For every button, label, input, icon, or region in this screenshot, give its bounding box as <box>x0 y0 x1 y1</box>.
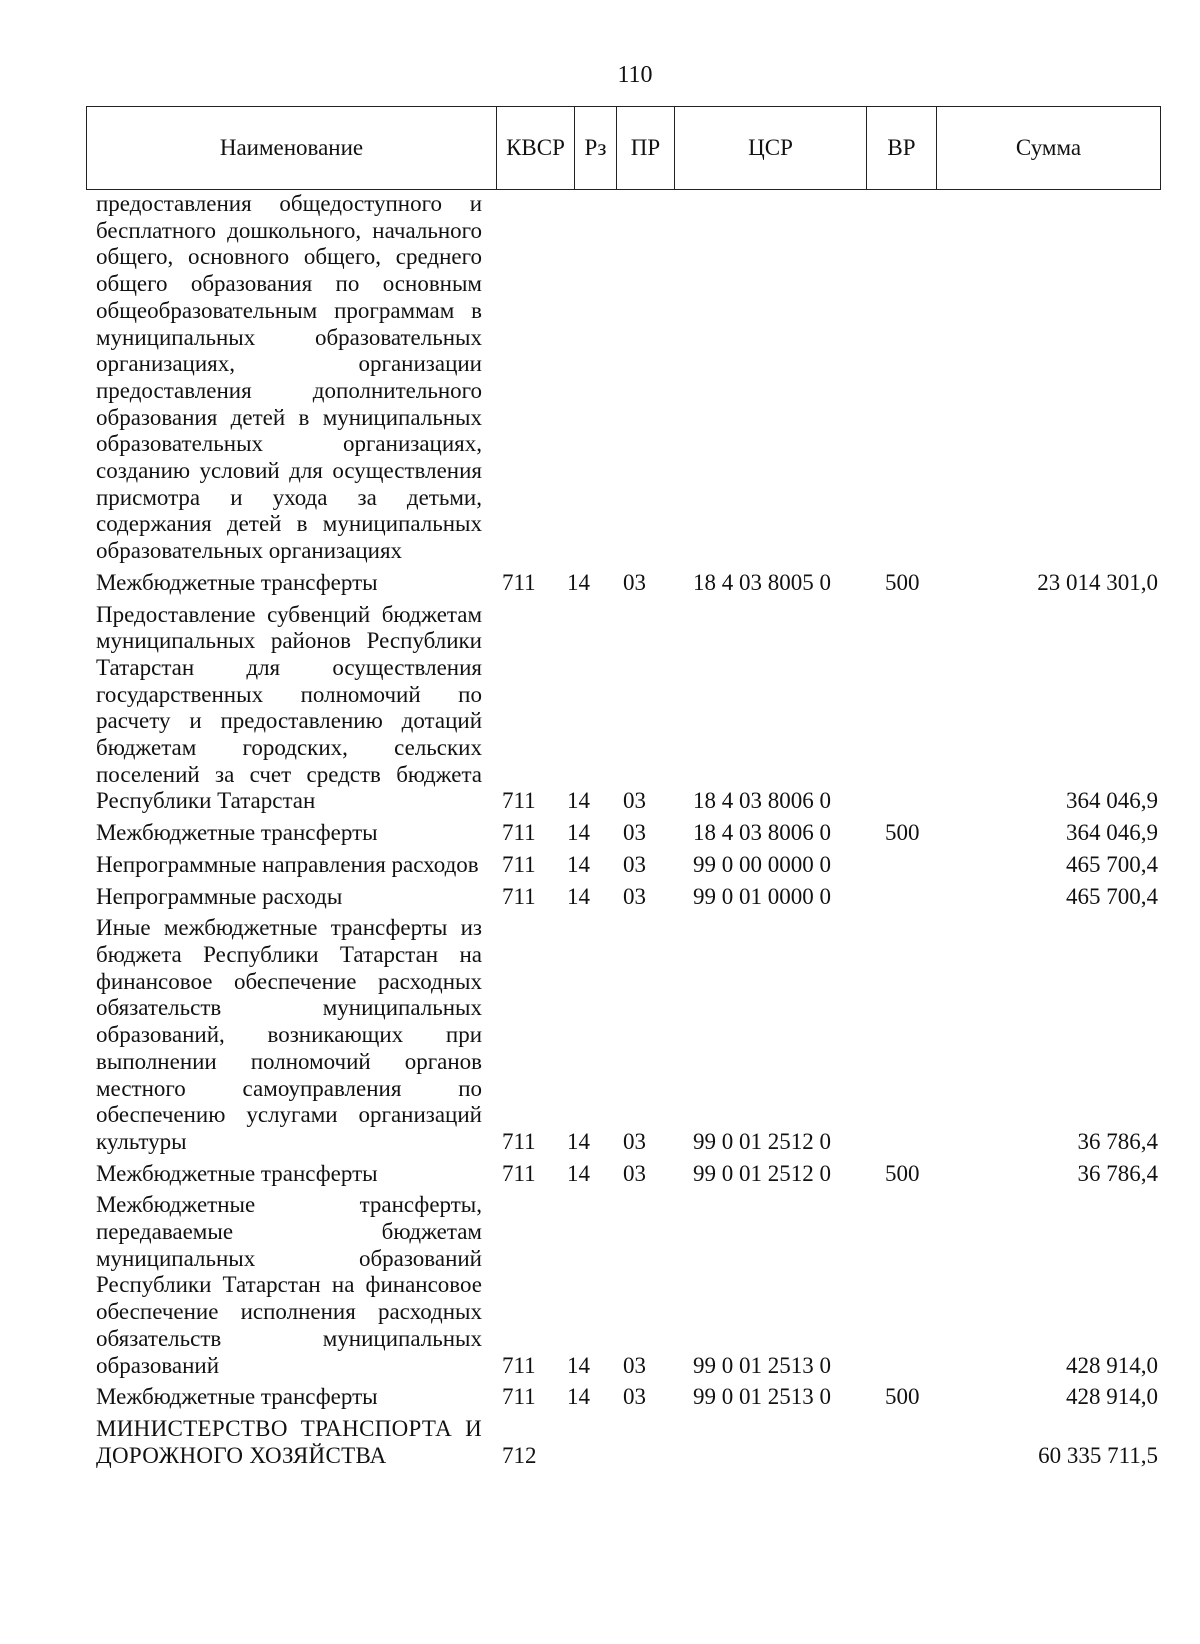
row-name: Иные межбюджетные трансферты из бюджета Республики Татарстан на финансовое обеспечение расходных обязательств муниципальных образований, возникающих при выполнении полномочий органов местного самоуправления по обеспечению услугами организаций культуры <box>96 915 482 1154</box>
row-pr: 03 <box>623 883 646 909</box>
row-pr: 03 <box>623 1384 646 1410</box>
row-name: Межбюджетные трансферты, передаваемые бюджетам муниципальных образований Республики Татарстан на финансовое обеспечение исполнения расходных обязательств муниципальных образований <box>96 1192 482 1378</box>
row-sum: 428 914,0 <box>1066 1384 1158 1410</box>
header-pr: ПР <box>617 107 675 190</box>
table-header <box>86 106 1161 190</box>
header-name: Наименование <box>87 107 497 190</box>
row-kvsr: 711 <box>502 569 536 595</box>
table-row <box>96 915 1160 1155</box>
row-sum: 428 914,0 <box>1066 1352 1158 1378</box>
row-csr: 99 0 01 2512 0 <box>693 1128 831 1154</box>
table-row <box>96 1416 1160 1469</box>
row-pr: 03 <box>623 1128 646 1154</box>
row-csr: 99 0 01 2513 0 <box>693 1384 831 1410</box>
table-row <box>96 1384 1160 1411</box>
row-rz: 14 <box>567 788 590 814</box>
row-name: Предоставление субвенций бюджетам муниципальных районов Республики Татарстан для осуществления государственных полномочий по расчету и предоставлению дотаций бюджетам городских, сельских поселений за счет средств бюджета Республики Татарстан <box>96 601 482 814</box>
row-rz: 14 <box>567 851 590 877</box>
row-sum: 36 786,4 <box>1077 1128 1158 1154</box>
row-csr: 18 4 03 8006 0 <box>693 820 831 846</box>
row-rz: 14 <box>567 1128 590 1154</box>
row-pr: 03 <box>623 851 646 877</box>
row-name: Непрограммные расходы <box>96 883 343 909</box>
row-pr: 03 <box>623 1160 646 1186</box>
row-sum: 23 014 301,0 <box>1037 569 1158 595</box>
table-row <box>96 1192 1160 1379</box>
row-name: МИНИСТЕРСТВО ТРАНСПОРТА И ДОРОЖНОГО ХОЗЯЙСТВА <box>96 1415 482 1468</box>
row-name: Непрограммные направления расходов <box>96 851 479 877</box>
header-csr: ЦСР <box>675 107 867 190</box>
row-name: Межбюджетные трансферты <box>96 569 378 595</box>
row-kvsr: 712 <box>502 1442 537 1468</box>
row-rz: 14 <box>567 820 590 846</box>
row-pr: 03 <box>623 788 646 814</box>
table-row <box>96 191 1160 565</box>
row-name: предоставления общедоступного и бесплатного дошкольного, начального общего, основного общего, среднего общего образования по основным общеобразовательным программам в муниципальных образовательных организациях, организации предоставления дополнительного образования детей в муниципальных образовательных организациях, созданию условий для осуществления присмотра и ухода за детьми, содержания детей в муниципальных образовательных организациях <box>96 191 482 564</box>
row-csr: 99 0 00 0000 0 <box>693 851 831 877</box>
table-body <box>96 191 1160 1474</box>
table-row <box>96 1161 1160 1188</box>
row-sum: 60 335 711,5 <box>1038 1442 1158 1468</box>
row-vr: 500 <box>885 1384 920 1410</box>
row-name: Межбюджетные трансферты <box>96 820 378 846</box>
row-vr: 500 <box>885 820 920 846</box>
row-rz: 14 <box>567 1384 590 1410</box>
row-csr: 18 4 03 8006 0 <box>693 788 831 814</box>
row-sum: 364 046,9 <box>1066 788 1158 814</box>
table-row <box>96 602 1160 816</box>
row-csr: 99 0 01 0000 0 <box>693 883 831 909</box>
row-kvsr: 711 <box>502 851 536 877</box>
row-kvsr: 711 <box>502 1128 536 1154</box>
row-rz: 14 <box>567 1352 590 1378</box>
row-csr: 18 4 03 8005 0 <box>693 569 831 595</box>
row-sum: 465 700,4 <box>1066 883 1158 909</box>
table-row <box>96 570 1160 597</box>
row-pr: 03 <box>623 820 646 846</box>
row-csr: 99 0 01 2512 0 <box>693 1160 831 1186</box>
header-rz: Рз <box>575 107 617 190</box>
row-kvsr: 711 <box>502 1160 536 1186</box>
row-kvsr: 711 <box>502 820 536 846</box>
header-vr: ВР <box>867 107 937 190</box>
header-sum: Сумма <box>937 107 1161 190</box>
row-rz: 14 <box>567 883 590 909</box>
header-kvsr: КВСР <box>497 107 575 190</box>
row-kvsr: 711 <box>502 788 536 814</box>
row-pr: 03 <box>623 569 646 595</box>
row-pr: 03 <box>623 1352 646 1378</box>
row-rz: 14 <box>567 569 590 595</box>
row-kvsr: 711 <box>502 1384 536 1410</box>
row-name: Межбюджетные трансферты <box>96 1160 378 1186</box>
row-name: Межбюджетные трансферты <box>96 1384 378 1410</box>
row-kvsr: 711 <box>502 883 536 909</box>
row-vr: 500 <box>885 569 920 595</box>
row-rz: 14 <box>567 1160 590 1186</box>
row-kvsr: 711 <box>502 1352 536 1378</box>
table-row <box>96 884 1160 911</box>
row-sum: 364 046,9 <box>1066 820 1158 846</box>
row-csr: 99 0 01 2513 0 <box>693 1352 831 1378</box>
row-sum: 36 786,4 <box>1077 1160 1158 1186</box>
page-number: 110 <box>617 62 653 88</box>
row-vr: 500 <box>885 1160 920 1186</box>
table-row <box>96 820 1160 847</box>
table-row <box>96 852 1160 879</box>
row-sum: 465 700,4 <box>1066 851 1158 877</box>
